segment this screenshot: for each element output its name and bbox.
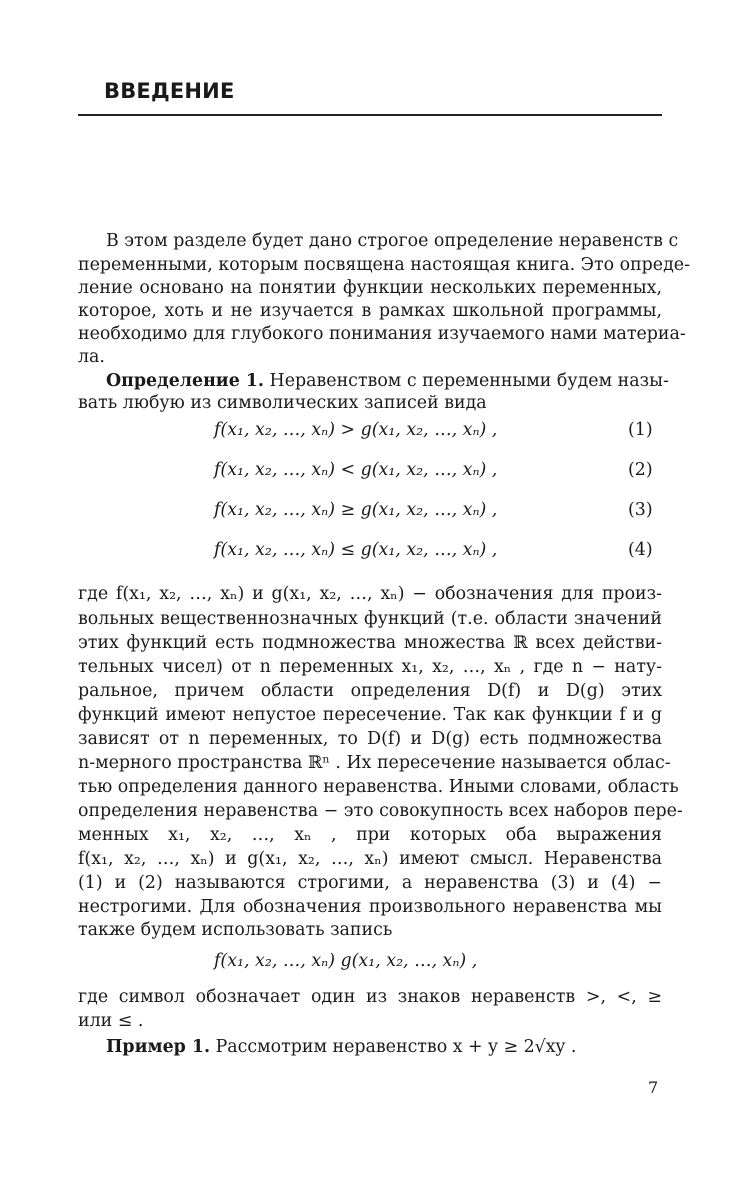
text-line: определения неравенства − это совокупность всех наборов пере- (78, 801, 683, 821)
text-line: n-мерного пространства ℝⁿ . Их пересечение называется облас- (78, 753, 671, 773)
text-line: ла. (78, 347, 105, 367)
text-line: переменными, которым посвящена настоящая книга. Это опреде- (78, 255, 690, 275)
equation: f(x₁, x₂, …, xₙ) < g(x₁, x₂, …, xₙ) , (214, 460, 498, 480)
text-line: или ≤ . (78, 1011, 144, 1031)
text-line: этих функций есть подмножества множества ℝ всех действи- (78, 633, 662, 653)
definition-label: Определение 1. (106, 371, 264, 391)
text-line: В этом разделе будет дано строгое определение неравенств с (106, 231, 679, 251)
chapter-header (78, 76, 662, 116)
text-line: где символ обозначает один из знаков неравенств >, <, ≥ (78, 987, 662, 1007)
example-text: Рассмотрим неравенство x + y ≥ 2√xy . (215, 1037, 577, 1057)
definition-line (106, 369, 669, 393)
chapter-title: ВВЕДЕНИЕ (104, 79, 235, 103)
example-label: Пример 1. (106, 1037, 211, 1057)
text-line: зависят от n переменных, то D(f) и D(g) есть подмножества (78, 729, 662, 749)
text-line: ление основано на понятии функции нескольких переменных, (78, 278, 662, 298)
text-line: необходимо для глубокого понимания изучаемого нами материа- (78, 324, 686, 344)
definition-text: Неравенством с переменными будем назы- (269, 371, 669, 391)
text-line: где f(x₁, x₂, …, xₙ) и g(x₁, x₂, …, xₙ) − обозначения для произ- (78, 584, 662, 604)
text-line: нестрогими. Для обозначения произвольного неравенства мы (78, 897, 662, 917)
text-line: также будем использовать запись (78, 920, 393, 940)
equation-number: (1) (628, 420, 653, 440)
general-form-equation: f(x₁, x₂, …, xₙ) g(x₁, x₂, …, xₙ) , (214, 951, 478, 971)
equation-number: (3) (628, 500, 653, 520)
equation: f(x₁, x₂, …, xₙ) ≤ g(x₁, x₂, …, xₙ) , (214, 540, 498, 560)
equation-number: (4) (628, 540, 653, 560)
text-line: тью определения данного неравенства. Иными словами, область (78, 777, 679, 797)
header-rule (78, 114, 662, 116)
text-line: функций имеют непустое пересечение. Так как функции f и g (78, 705, 662, 725)
text-line: менных x₁, x₂, …, xₙ , при которых оба выражения (78, 825, 662, 845)
text-line: тельных чисел) от n переменных x₁, x₂, …, xₙ , где n − нату- (78, 657, 662, 677)
text-line: вольных вещественнозначных функций (т.е. области значений (78, 609, 662, 629)
text-line: f(x₁, x₂, …, xₙ) и g(x₁, x₂, …, xₙ) имеют смысл. Неравенства (78, 849, 662, 869)
equation-number: (2) (628, 460, 653, 480)
text-line: которое, хоть и не изучается в рамках школьной программы, (78, 301, 662, 321)
text-line: ральное, причем области определения D(f) и D(g) этих (78, 681, 662, 701)
page-number: 7 (648, 1078, 659, 1097)
text-line: (1) и (2) называются строгими, а неравенства (3) и (4) − (78, 873, 662, 893)
example-line (106, 1035, 662, 1059)
equation: f(x₁, x₂, …, xₙ) ≥ g(x₁, x₂, …, xₙ) , (214, 500, 498, 520)
equation: f(x₁, x₂, …, xₙ) > g(x₁, x₂, …, xₙ) , (214, 420, 498, 440)
definition-line: вать любую из символических записей вида (78, 393, 487, 413)
